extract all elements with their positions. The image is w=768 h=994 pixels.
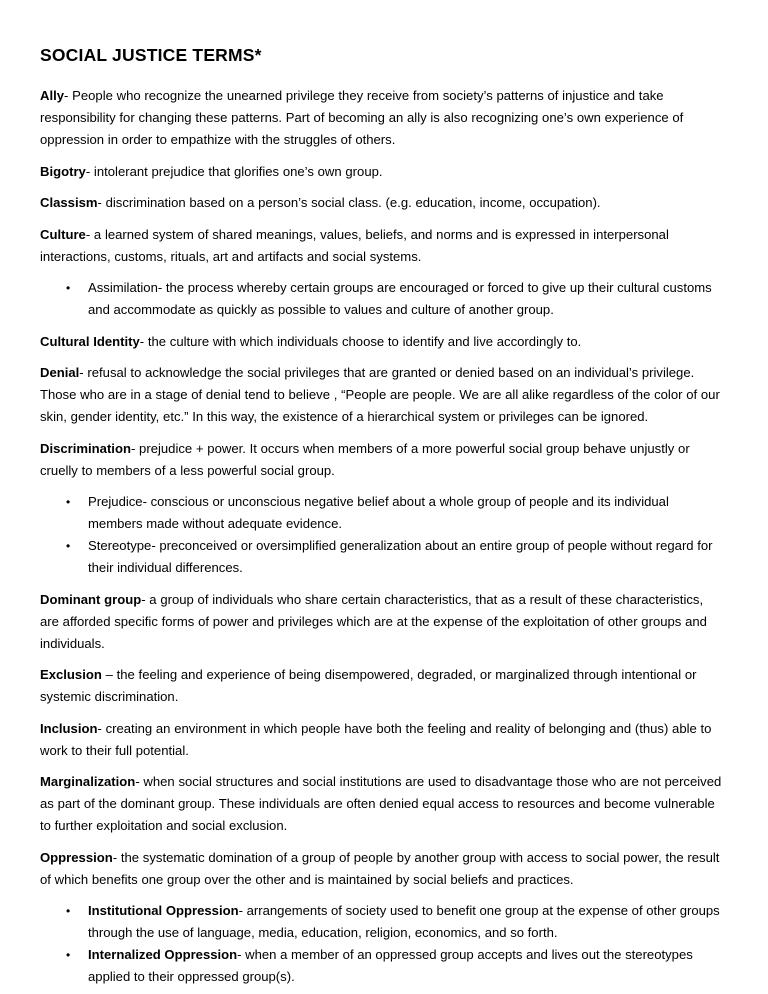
term-label: Classism xyxy=(40,195,98,210)
bullet-term-label: Prejudice xyxy=(88,494,143,509)
term-definition-paragraph xyxy=(40,718,725,762)
term-definition-paragraph xyxy=(40,771,725,837)
term-definition-text: - the systematic domination of a group of people by another group with access to social power, the result of which benefits one group over the other and is maintained by social beliefs and practices. xyxy=(40,849,720,887)
term-definition-paragraph xyxy=(40,85,725,151)
term-label: Inclusion xyxy=(40,720,98,736)
term-definition-text: - People who recognize the unearned privilege they receive from society’s patterns of injustice and take responsibility for changing these patterns. Part of becoming an ally is also recognizing one’s own experience of oppression in order to empathize with the struggles of others. xyxy=(40,88,684,147)
term-definition-text: - when social structures and social institutions are used to disadvantage those who are not perceived as part of the dominant group. These individuals are often denied equal access to resources and become vulnerable to further exploitation and social exclusion. xyxy=(40,774,722,833)
bullet-list xyxy=(40,491,725,579)
list-item xyxy=(40,944,725,988)
bullet-term-label: Internalized Oppression xyxy=(88,947,238,962)
term-definition-paragraph xyxy=(40,192,725,214)
term-definition-text: – the feeling and experience of being disempowered, degraded, or marginalized through intentional or systemic discrimination. xyxy=(40,667,697,704)
term-definition-text: - intolerant prejudice that glorifies one’s own group. xyxy=(85,163,383,179)
bullet-definition-text: - the process whereby certain groups are encouraged or forced to give up their cultural customs and accommodate as quickly as possible to values and culture of another group. xyxy=(88,280,712,317)
term-definition-text: - creating an environment in which people have both the feeling and reality of belonging and (thus) able to work to their full potential. xyxy=(40,720,712,758)
term-label: Exclusion xyxy=(40,667,102,682)
document-body xyxy=(40,85,725,988)
term-definition-paragraph xyxy=(40,224,725,268)
bullet-term-label: Stereotype xyxy=(88,538,152,553)
term-definition-text: - a learned system of shared meanings, values, beliefs, and norms and is expressed in interpersonal interactions, customs, rituals, art and artifacts and social systems. xyxy=(40,226,669,264)
term-label: Oppression xyxy=(40,849,113,865)
bullet-definition-text: - when a member of an oppressed group accepts and lives out the stereotypes applied to their oppressed group(s). xyxy=(88,947,693,984)
page-title: SOCIAL JUSTICE TERMS* xyxy=(40,45,262,65)
bullet-term-label: Institutional Oppression xyxy=(88,903,239,918)
bullet-definition-text: - arrangements of society used to benefit one group at the expense of other groups through the use of language, media, education, religion, economics, and so forth. xyxy=(88,903,720,940)
term-definition-text: - discrimination based on a person’s social class. (e.g. education, income, occupation). xyxy=(97,195,601,210)
term-label: Denial xyxy=(40,365,80,380)
bullet-term-label: Assimilation xyxy=(88,280,158,295)
list-item xyxy=(40,900,725,944)
term-label: Cultural Identity xyxy=(40,333,140,349)
term-label: Ally xyxy=(40,88,65,103)
list-item xyxy=(40,535,725,579)
bullet-definition-text: - preconceived or oversimplified generalization about an entire group of people without regard for their individual differences. xyxy=(88,538,713,575)
term-definition-paragraph xyxy=(40,161,725,183)
term-definition-paragraph xyxy=(40,362,725,428)
list-item xyxy=(40,491,725,535)
term-definition-paragraph xyxy=(40,664,725,708)
term-label: Marginalization xyxy=(40,774,136,789)
term-label: Discrimination xyxy=(40,440,131,456)
term-definition-paragraph xyxy=(40,589,725,655)
term-label: Culture xyxy=(40,226,86,242)
term-definition-text: - refusal to acknowledge the social privileges that are granted or denied based on an individual’s privilege. Those who are in a stage of denial tend to believe , “People are people. We are all alike regardless of the color of our skin, gender identity, etc.” In this way, the existence of a hierarchical system or privileges can be ignored. xyxy=(40,365,720,424)
term-definition-text: - prejudice + power. It occurs when members of a more powerful social group behave unjustly or cruelly to members of a less powerful social group. xyxy=(40,440,690,478)
bullet-list xyxy=(40,900,725,988)
term-definition-paragraph xyxy=(40,847,725,891)
term-definition-text: - a group of individuals who share certain characteristics, that as a result of these characteristics, are afforded specific forms of power and privileges which are at the expense of the exploitation of other groups and individuals. xyxy=(40,591,707,651)
bullet-definition-text: - conscious or unconscious negative belief about a whole group of people and its individual members made without adequate evidence. xyxy=(88,494,669,531)
term-label: Bigotry xyxy=(40,163,86,179)
bullet-list xyxy=(40,277,725,321)
term-definition-text: - the culture with which individuals choose to identify and live accordingly to. xyxy=(139,333,582,349)
term-definition-paragraph xyxy=(40,438,725,482)
term-label: Dominant group xyxy=(40,591,142,607)
term-definition-paragraph xyxy=(40,331,725,353)
list-item xyxy=(40,277,725,321)
